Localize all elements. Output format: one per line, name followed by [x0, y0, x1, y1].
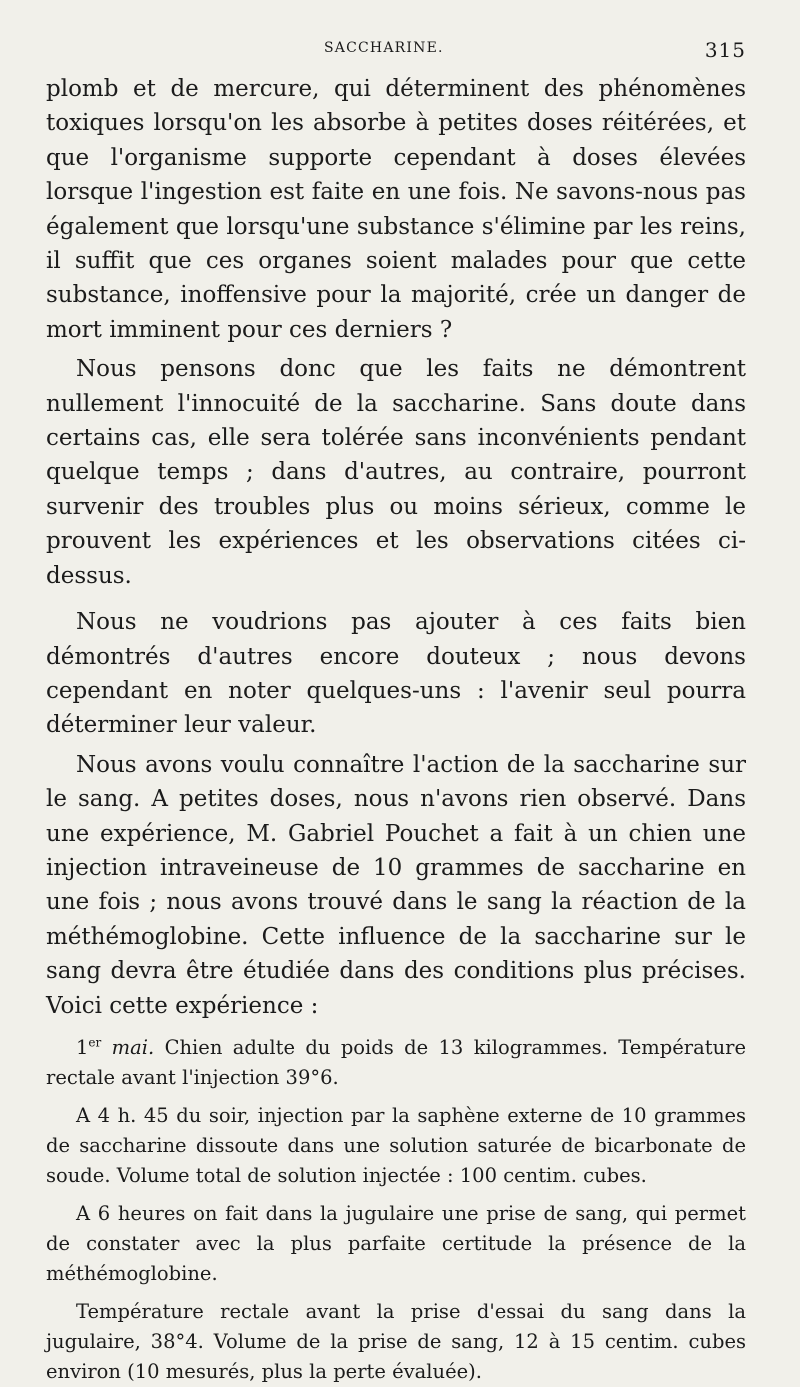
- experiment-entry-1: [46, 1033, 746, 1093]
- main-text: [46, 72, 746, 1023]
- paragraph-innocuity: Nous pensons donc que les faits ne démontrent nullement l'innocuité de la saccharine. Sans doute dans certains cas, elle sera tolérée sans inconvénients pendant quelque temps ; dans d'autres, au contraire, pourront survenir des troubles plus ou moins sérieux, comme le prouvent les expériences et les observations citées ci-dessus.: [46, 356, 746, 589]
- experiment-notes: [46, 1033, 746, 1387]
- date-month: mai.: [111, 1035, 155, 1059]
- date-superscript: er: [88, 1035, 102, 1050]
- entry-1-text: Chien adulte du poids de 13 kilogrammes. Température rectale avant l'injection 39°6.: [46, 1035, 747, 1089]
- experiment-entry-3: A 6 heures on fait dans la jugulaire une prise de sang, qui permet de constater avec la plus parfaite certitude la présence de la méthémoglobine.: [46, 1201, 746, 1285]
- date-day: 1: [76, 1035, 89, 1059]
- paragraph-doubtful-facts: Nous ne voudrions pas ajouter à ces faits bien démontrés d'autres encore douteux ; nous devons cependant en noter quelques-uns : l'avenir seul pourra déterminer leur valeur.: [46, 609, 746, 739]
- paragraph-blood-action: Nous avons voulu connaître l'action de la saccharine sur le sang. A petites doses, nous n'avons rien observé. Dans une expérience, M. Gabriel Pouchet a fait à un chien une injection intraveineuse de 10 grammes de saccharine en une fois ; nous avons trouvé dans le sang la réaction de la méthémoglobine. Cette influence de la saccharine sur le sang devra être étudiée dans des conditions plus précises. Voici cette expérience :: [46, 751, 746, 1019]
- running-title: SACCHARINE.: [324, 40, 444, 56]
- page-header: [46, 36, 746, 72]
- page-number: 315: [704, 38, 746, 62]
- paragraph-continuation: plomb et de mercure, qui déterminent des phénomènes toxiques lorsqu'on les absorbe à petites doses réitérées, et que l'organisme supporte cependant à doses élevées lorsque l'ingestion est faite en une fois. Ne savons-nous pas également que lorsqu'une substance s'élimine par les reins, il suffit que ces organes soient malades pour que cette substance, inoffensive pour la majorité, crée un danger de mort imminent pour ces derniers ?: [46, 76, 746, 343]
- experiment-entry-4: Température rectale avant la prise d'essai du sang dans la jugulaire, 38°4. Volume de la prise de sang, 12 à 15 centim. cubes environ (10 mesurés, plus la perte évaluée).: [46, 1299, 746, 1383]
- experiment-entry-2: A 4 h. 45 du soir, injection par la saphène externe de 10 grammes de saccharine dissoute dans une solution saturée de bicarbonate de soude. Volume total de solution injectée : 100 centim. cubes.: [46, 1103, 746, 1187]
